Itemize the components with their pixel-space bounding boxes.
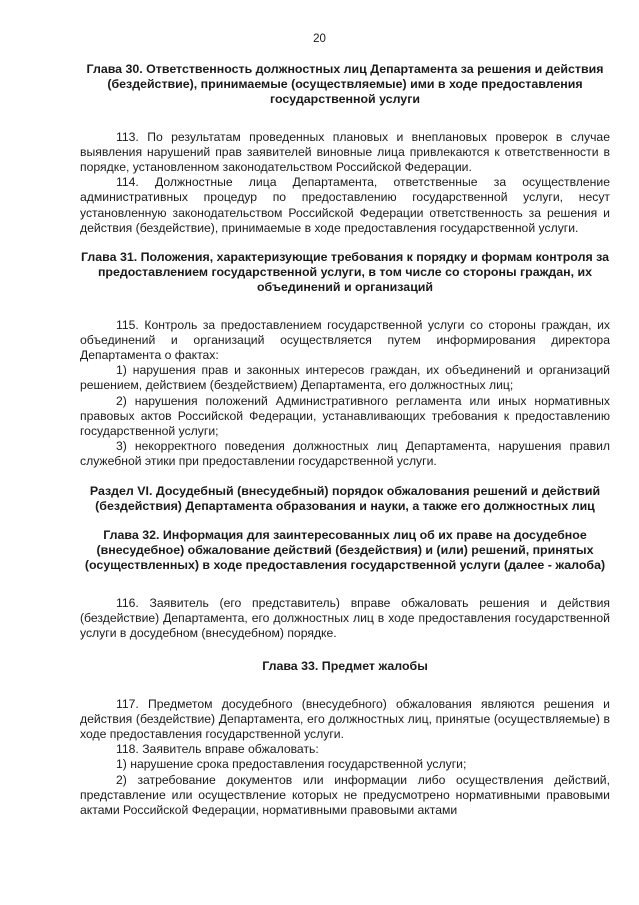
chapter-33: [80, 659, 610, 818]
paragraph-118-item-1: 1) нарушение срока предоставления государственной услуги;: [116, 757, 467, 772]
paragraph-115-item-2: 2) нарушения положений Административного регламента или иных нормативных правовых актов Российской Федерации, устанавливающих требования к предоставлению государственной услуги;: [80, 393, 610, 439]
document-body: [80, 62, 610, 818]
chapter-30-heading: Глава 30. Ответственность должностных лиц Департамента за решения и действия (бездействие), принимаемые (осуществляемые) ими в ходе предоставления государственной услуги: [86, 62, 604, 107]
paragraph-115: 115. Контроль за предоставлением государственной услуги со стороны граждан, их объединений и организаций осуществляется путем информирования директора Департамента о фактах:: [80, 317, 610, 363]
chapter-32-heading: Глава 32. Информация для заинтересованных лиц об их праве на досудебное (внесудебное) обжалование действий (бездействия) и (или) решений, принятых (осуществленных) в ходе предоставления государственной услуги (далее - жалоба): [84, 528, 606, 573]
paragraph-114: 114. Должностные лица Департамента, ответственные за осуществление административных процедур по предоставлению государственной услуги, несут установленную законодательством Российской Федерации ответственность за решения и действия (бездействие), принимаемые в ходе предоставления государственной услуги.: [80, 175, 610, 235]
paragraph-115-item-3: 3) некорректного поведения должностных лиц Департамента, нарушения правил служебной этики при предоставлении государственной услуги.: [80, 439, 610, 469]
page-number: 20: [313, 33, 326, 45]
paragraph-118-item-2: 2) затребование документов или информации либо осуществления действий, представление или осуществление которых не предусмотрено нормативными правовыми актами Российской Федерации, нормативными правовыми актами: [80, 772, 610, 817]
chapter-32: [80, 528, 610, 641]
paragraph-116: 116. Заявитель (его представитель) вправе обжаловать решения и действия (бездействие) Департамента, его должностных лиц в ходе предоставления государственной услуги в досудебном (внесудебном) порядке.: [80, 595, 610, 641]
section-6-heading: Раздел VI. Досудебный (внесудебный) порядок обжалования решений и действий (бездействия) Департамента образования и науки, а также его должностных лиц: [89, 483, 601, 513]
paragraph-117: 117. Предметом досудебного (внесудебного) обжалования являются решения и действия (бездействие) Департамента, его должностных лиц, принятые (осуществляемые) в ходе предоставления государственной услуги.: [80, 696, 610, 741]
section-6: [80, 484, 610, 514]
paragraph-118: 118. Заявитель вправе обжаловать:: [116, 742, 319, 757]
paragraph-113: 113. По результатам проведенных плановых и внеплановых проверок в случае выявления нарушений прав заявителей виновные лица привлекаются к ответственности в порядке, установленном законодательством Российской Федерации.: [80, 129, 610, 175]
paragraph-115-item-1: 1) нарушения прав и законных интересов граждан, их объединений и организаций решением, действием (бездействием) Департамента, его должностных лиц;: [80, 363, 610, 393]
chapter-31-heading: Глава 31. Положения, характеризующие требования к порядку и формам контроля за предоставлением государственной услуги, в том числе со стороны граждан, их объединений и организаций: [80, 250, 609, 295]
chapter-30: [80, 62, 610, 236]
chapter-31: [80, 250, 610, 470]
chapter-33-heading: Глава 33. Предмет жалобы: [262, 659, 428, 674]
